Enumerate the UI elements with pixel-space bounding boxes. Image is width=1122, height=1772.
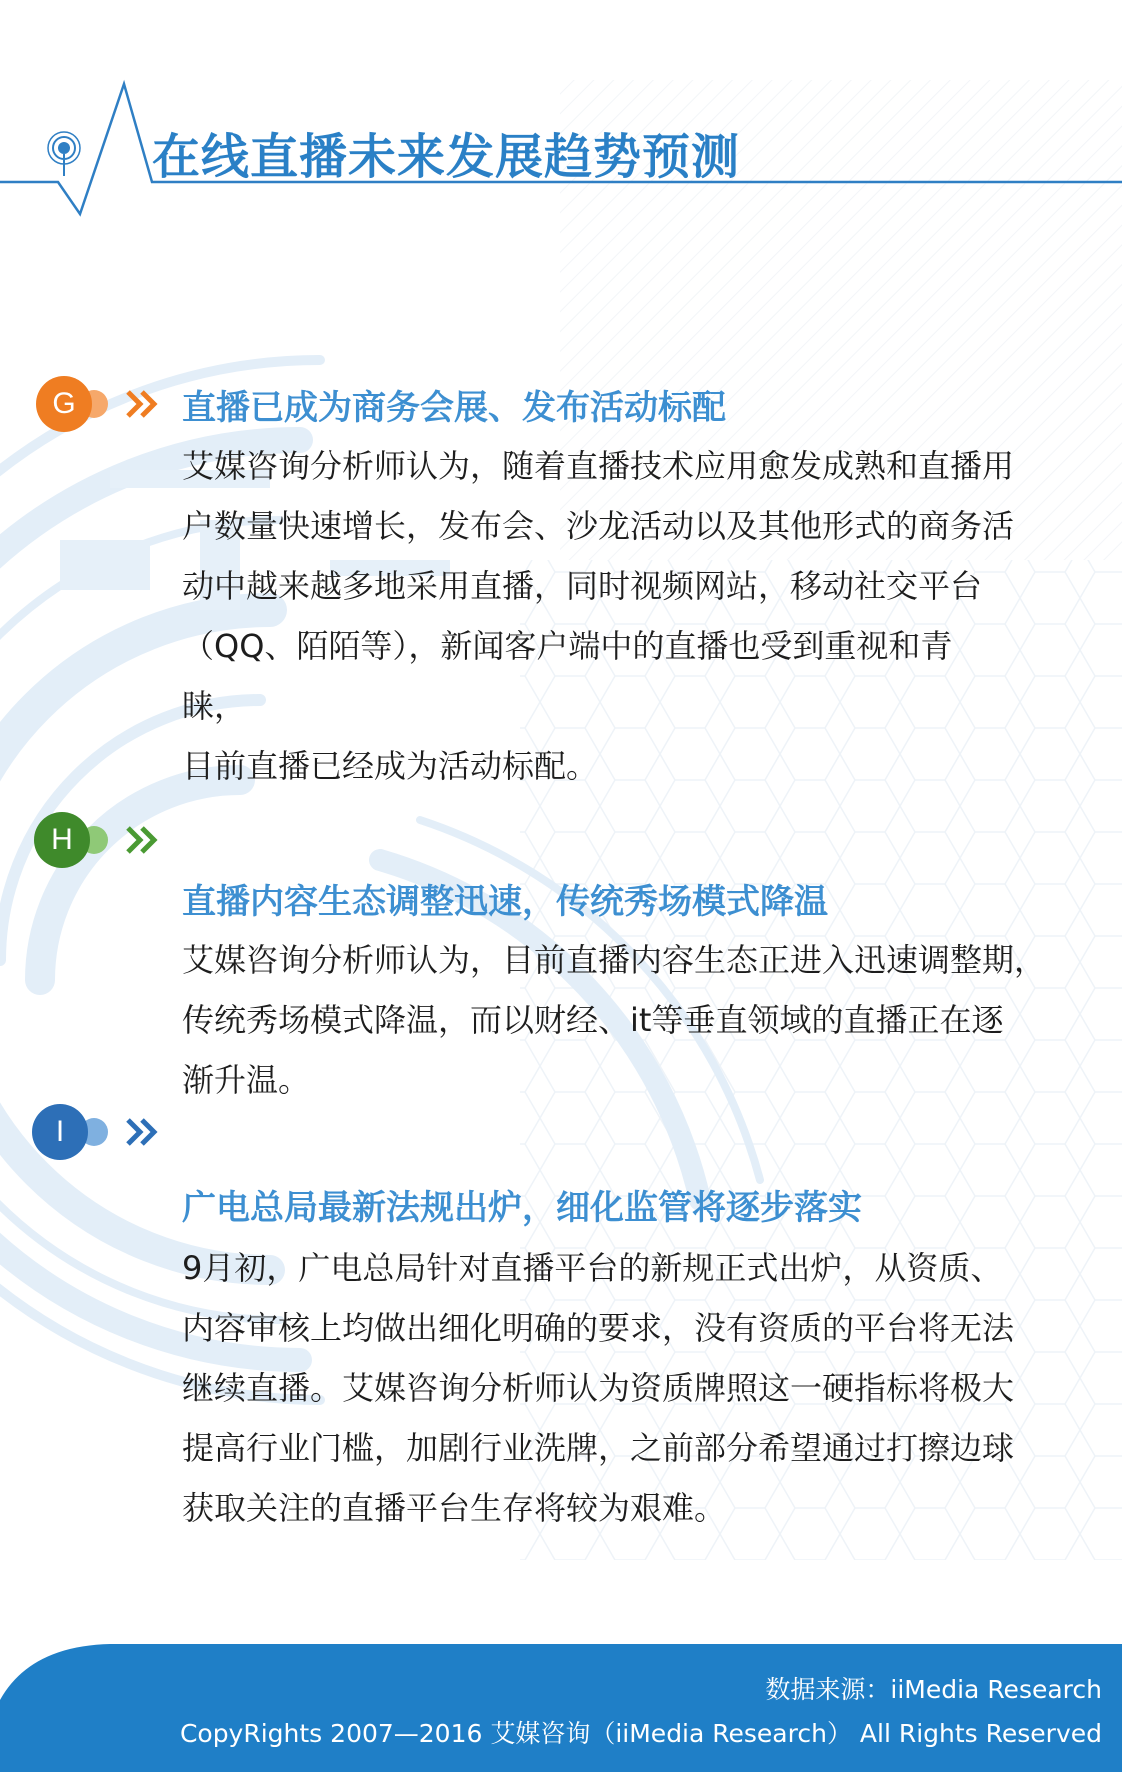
double-chevron-icon xyxy=(124,1116,160,1148)
footer-band xyxy=(0,1640,1122,1772)
paragraph-line: （QQ、陌陌等），新闻客户端中的直播也受到重视和青 xyxy=(182,627,953,665)
paragraph-line: 获取关注的直播平台生存将较为艰难。 xyxy=(182,1489,727,1527)
paragraph-line: 目前直播已经成为活动标配。 xyxy=(182,747,599,785)
paragraph-line: 继续直播。艾媒咨询分析师认为资质牌照这一硬指标将极大 xyxy=(182,1369,1015,1407)
double-chevron-icon xyxy=(124,388,160,420)
paragraph-line: 动中越来越多地采用直播，同时视频网站，移动社交平台 xyxy=(182,567,983,605)
section-heading: 广电总局最新法规出炉，细化监管将逐步落实 xyxy=(182,1188,862,1228)
section-paragraph xyxy=(182,436,1082,796)
paragraph-line: 艾媒咨询分析师认为，目前直播内容生态正进入迅速调整期， xyxy=(182,941,1047,979)
badge-h: H xyxy=(34,812,90,868)
paragraph-line: 艾媒咨询分析师认为，随着直播技术应用愈发成熟和直播用 xyxy=(182,447,1015,485)
section-paragraph xyxy=(182,1238,1082,1538)
paragraph-line: 传统秀场模式降温，而以财经、it等垂直领域的直播正在逐 xyxy=(182,1001,1004,1039)
paragraph-line: 内容审核上均做出细化明确的要求，没有资质的平台将无法 xyxy=(182,1309,1015,1347)
badge-i: I xyxy=(32,1104,88,1160)
footer-source: 数据来源：iiMedia Research xyxy=(765,1675,1102,1704)
section-heading: 直播内容生态调整迅速，传统秀场模式降温 xyxy=(182,882,828,922)
paragraph-line: 提高行业门槛，加剧行业洗牌，之前部分希望通过打擦边球 xyxy=(182,1429,1015,1467)
section-heading: 直播已成为商务会展、发布活动标配 xyxy=(182,388,726,428)
signal-icon xyxy=(48,132,80,176)
paragraph-line: 9月初，广电总局针对直播平台的新规正式出炉，从资质、 xyxy=(182,1249,1003,1287)
paragraph-line: 渐升温。 xyxy=(182,1061,311,1099)
page-title: 在线直播未来发展趋势预测 xyxy=(152,129,741,185)
footer-copyright: CopyRights 2007—2016 艾媒咨询（iiMedia Research） All Rights Reserved xyxy=(179,1719,1102,1748)
double-chevron-icon xyxy=(124,824,160,856)
paragraph-line: 睐， xyxy=(182,687,247,725)
section-paragraph xyxy=(182,930,1082,1110)
paragraph-line: 户数量快速增长，发布会、沙龙活动以及其他形式的商务活 xyxy=(182,507,1015,545)
badge-g: G xyxy=(36,376,92,432)
